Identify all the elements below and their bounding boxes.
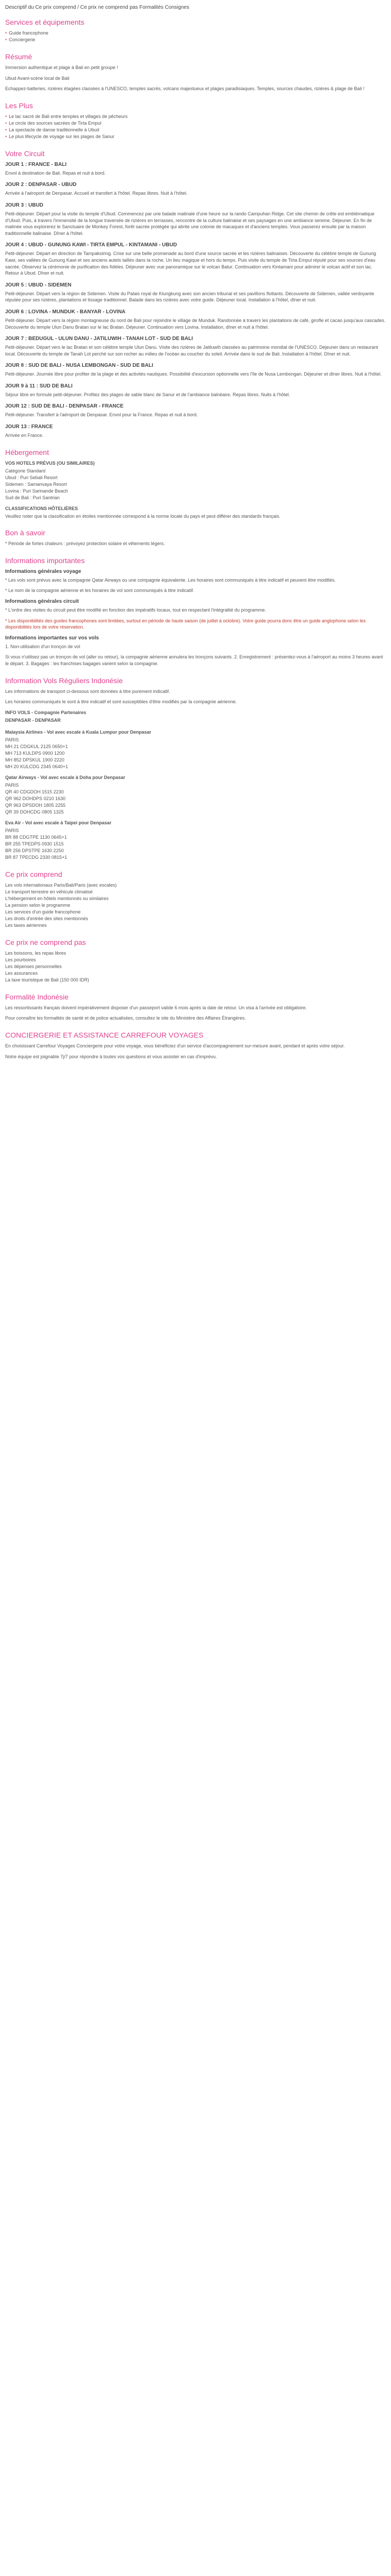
infos-text: 1. Non-utilisation d'un tronçon de vol — [5, 643, 80, 649]
flight-line: BR 256 DPSTPE 1630 2250 — [5, 848, 64, 853]
formalites-title: Formalité Indonésie — [5, 992, 69, 1001]
list-item: Le transport terrestre en véhicule climatisé — [5, 889, 93, 894]
bullet-icon: • — [5, 37, 7, 42]
infos-title: Informations importantes — [5, 556, 85, 565]
list-item: Les dépenses personnelles — [5, 963, 62, 969]
flight-head: Eva Air - Vol avec escale à Taipei pour Denpasar — [5, 820, 111, 825]
day-block — [5, 403, 386, 418]
day-title: JOUR 12 : SUD DE BALI - DENPASAR - FRANCE — [5, 403, 124, 410]
infos-text: Si vous n'utilisez pas un tronçon de vol (aller ou retour), la compagnie aérienne annulera les tronçons suivants. 2. Enregistrement : présentez-vous à l'aéroport au moins 3 heures avant le départ. 3. Bagages : les franchises bagages varient selon la compagnie. — [5, 654, 383, 666]
day-block — [5, 335, 386, 357]
day-text: Petit-déjeuner. Départ vers le lac Bratan et son célèbre temple Ulun Danu. Visite des rizières de Jatiluwih classées au patrimoine mondial de l'UNESCO. Déjeuner dans un restaurant local. Découverte du temple de Tanah Lot perché sur son rocher au milieu de l'océan au coucher du soleil. Arrivée dans le sud de Bali. Installation à l'hôtel. Dîner et nuit. — [5, 345, 378, 357]
bullet-icon: • — [5, 133, 7, 139]
hebergement-title: Hébergement — [5, 448, 49, 456]
day-title: JOUR 2 : DENPASAR - UBUD — [5, 182, 77, 188]
day-title: JOUR 4 : UBUD - GUNUNG KAWI - TIRTA EMPUL - KINTAMANI - UBUD — [5, 242, 177, 248]
resume-title: Résumé — [5, 53, 32, 61]
concierge-title: CONCIERGERIE ET ASSISTANCE CARREFOUR VOYAGES — [5, 1030, 204, 1039]
infos-text: * L'ordre des visites du circuit peut être modifié en fonction des impératifs locaux, tout en respectant l'intégralité du programme. — [5, 607, 266, 613]
hotel-line: Sud de Bali : Puri Santrian — [5, 495, 60, 500]
resume-paragraph: Ubud Avant-scène local de Bali — [5, 75, 70, 81]
flight-line: QR 962 DOHDPS 0210 1630 — [5, 795, 66, 801]
list-item: • Le plus lifecycle de voyage sur les plages de Sanur — [5, 133, 115, 139]
prix-comprend-title: Ce prix comprend — [5, 870, 62, 878]
vols-text: Les informations de transport ci-dessous sont données à titre purement indicatif. — [5, 688, 170, 694]
list-item: La pension selon le programme — [5, 902, 71, 908]
hebergement-section — [5, 448, 386, 520]
day-block — [5, 202, 386, 236]
intro-text: Descriptif du Ce prix comprend / Ce prix ne comprend pas Formalités Consignes — [5, 5, 189, 10]
day-text: Petit-déjeuner. Journée libre pour profiter de la plage et des activités nautiques. Possibilité d'excursion optionnelle vers l'île de Nusa Lembongan. Déjeuner et dîner libres. Nuit à l'hôtel. — [5, 371, 382, 377]
plus-section — [5, 101, 386, 140]
prix-comprend-section — [5, 870, 386, 929]
list-item: Les droits d'entrée des sites mentionnés — [5, 916, 88, 921]
flight-line: PARIS — [5, 827, 19, 833]
day-block — [5, 242, 386, 276]
day-text: Petit-déjeuner. Départ vers la région de Sidemen. Visite du Palais royal de Klungkung avec son ancien tribunal et ses pavillons flottants. Découverte de Sidemen, vallée verdoyante réputée pour ses rizières, plantations et tissage traditionnel. Balade dans les rizières avec votre guide. Déjeuner local. Installation à l'hôtel, dîner et nuit. — [5, 291, 374, 303]
vols-text: Les horaires communiqués le sont à titre indicatif et sont susceptibles d'être modifiés par la compagnie aérienne. — [5, 699, 237, 705]
day-text: Petit-déjeuner. Départ pour la visite du temple d'Ubud. Commencez par une balade matinale d'une heure sur la rando Campuhan Ridge. Cet site chemin de crête est emblématique d'Ubud. Puis, à travers l'immensité de la longue traversée de rizières en terrasses, rencontre de la culture balinaise et ses paysages en une ambiance sereine. Déjeuner. En fin de matinée vous explorerez le Sanctuaire de Monkey Forest, forêt sacrée protégée qui abrite une colonie de macaques et d'anciens temples. Vous passerez ensuite par la maison traditionnelle balinaise. Dîner à l'hôtel. — [5, 211, 374, 236]
services-section — [5, 18, 386, 43]
flight-line: QR 963 DPSDOH 1805 2255 — [5, 802, 66, 808]
infos-section — [5, 556, 386, 667]
hotels-heading: VOS HOTELS PRÉVUS (OU SIMILAIRES) — [5, 460, 95, 466]
day-text: Arrivée à l'aéroport de Denpasar. Accueil et transfert à l'hôtel. Repas libres. Nuit à l'hôtel. — [5, 191, 188, 196]
flight-block — [5, 774, 386, 816]
list-item: La taxe touristique de Bali (150 000 IDR) — [5, 977, 89, 982]
list-item: Les taxes aériennes — [5, 922, 47, 928]
list-item: Les services d'un guide francophone — [5, 909, 81, 914]
flight-line: QR 39 DOHCDG 0805 1325 — [5, 809, 64, 815]
bullet-icon: • — [5, 120, 7, 126]
vols-dep: DENPASAR - DENPASAR — [5, 717, 61, 723]
flight-line: MH 852 DPSKUL 1900 2220 — [5, 757, 64, 762]
day-block — [5, 181, 386, 197]
resume-paragraph: Echappez-batteries, rizières étagées classées à l'UNESCO, temples sacrés, volcans majestueux et plages paradisiaques. Temples, sources chaudes, rizières & plage de Bali ! — [5, 86, 365, 92]
day-block — [5, 282, 386, 303]
flight-head: Qatar Airways - Vol avec escale à Doha pour Denpasar — [5, 774, 125, 780]
bullet-icon: • — [5, 127, 7, 132]
concierge-text: En choisissant Carrefour Voyages Conciergerie pour votre voyage, vous bénéficiez d'un service d'accompagnement sur-mesure avant, pendant et après votre séjour. — [5, 1043, 345, 1048]
formalites-text: Pour connaître les formalités de santé et de police actualisées, consultez le site du Ministère des Affaires Étrangères. — [5, 1015, 246, 1021]
infos-text: * Le nom de la compagnie aérienne et les horaires de vol sont communiqués à titre indicatif. — [5, 588, 194, 594]
infos-text: * Les disponibilités des guides francophones sont limitées, surtout en période de haute saison (de juillet à octobre). Votre guide pourra donc être un guide anglophone selon les disponibilités lors de votre réservation. — [5, 618, 366, 630]
day-text: Envol à destination de Bali. Repas et nuit à bord. — [5, 170, 106, 176]
day-block — [5, 161, 386, 177]
infos-sub: Informations importantes sur vos vols — [5, 635, 99, 641]
hotel-line: Ubud : Puri Sebali Resort — [5, 474, 58, 480]
list-item: Les boissons, les repas libres — [5, 950, 67, 956]
formalites-section — [5, 993, 386, 1022]
day-text: Arrivée en France. — [5, 433, 44, 438]
list-item: • Guide francophone — [5, 30, 48, 36]
list-item: • La spectacle de danse traditionnelle à Ubud — [5, 127, 100, 132]
list-item: • Le lac sacré de Bali entre temples et villages de pêcheurs — [5, 113, 128, 119]
hotel-line: Catégorie Standard — [5, 468, 46, 473]
circuit-section — [5, 149, 386, 439]
plus-title: Les Plus — [5, 101, 33, 110]
vols-title: Information Vols Réguliers Indonésie — [5, 676, 123, 685]
flight-line: MH 20 KULCDG 2345 0640+1 — [5, 764, 68, 769]
list-item: • Le circle des sources sacrées de Tirta Empul — [5, 120, 102, 126]
resume-section — [5, 53, 386, 92]
day-block — [5, 309, 386, 330]
bullet-icon: • — [5, 30, 7, 36]
day-block — [5, 383, 386, 398]
services-title: Services et équipements — [5, 18, 85, 26]
list-item: Les vols internationaux Paris/Bali/Paris (avec escales) — [5, 882, 117, 888]
aavoir-section — [5, 529, 386, 547]
circuit-title: Votre Circuit — [5, 149, 45, 158]
bullet-icon: • — [5, 113, 7, 119]
hotel-line: Lovina : Puri Sarinande Beach — [5, 488, 68, 494]
list-item: Les assurances — [5, 970, 38, 976]
vols-section — [5, 676, 386, 861]
classification-text: Veuillez noter que la classification en étoiles mentionnée correspond à la norme locale du pays et peut différer des standards français. — [5, 513, 281, 519]
vols-info: INFO VOLS - Compagnie Partenaires — [5, 709, 87, 715]
day-title: JOUR 1 : FRANCE - BALI — [5, 161, 67, 167]
resume-paragraph: Immersion authentique et plage à Bali en petit groupe ! — [5, 65, 118, 70]
day-title: JOUR 7 : BEDUGUL - ULUN DANU - JATILUWIH - TANAH LOT - SUD DE BALI — [5, 336, 193, 342]
day-text: Petit-déjeuner. Départ vers la région montagneuse du nord de Bali pour rejoindre le village de Munduk. Randonnée à travers les plantations de café, girofle et cacao jusqu'aux cascades. Découverte du temple Ulun Danu Bratan sur le lac Bratan. Déjeuner. Continuation vers Lovina. Installation, dîner et nuit à l'hôtel. — [5, 317, 386, 330]
flight-line: BR 255 TPEDPS 0930 1515 — [5, 841, 64, 846]
formalites-text: Les ressortissants français doivent impérativement disposer d'un passeport valide 6 mois après la date de retour. Un visa à l'arrivée est obligatoire. — [5, 1005, 307, 1010]
prix-non-comprend-title: Ce prix ne comprend pas — [5, 938, 86, 946]
flight-line: BR 87 TPECDG 2330 0815+1 — [5, 854, 68, 860]
day-title: JOUR 3 : UBUD — [5, 202, 43, 208]
flight-line: MH 21 CDGKUL 2125 0650+1 — [5, 743, 68, 749]
flight-block — [5, 820, 386, 861]
day-text: Petit-déjeuner. Départ en direction de Tampaksiring. Crise sur une belle promenade au bord d'une source sacrée et les rizières balinaises. Découverte du célèbre temple de Gunung Kawi, ses vallées de Gunung Kawi et ses anciens autels taillés dans la roche. Un lieu magique et hors du temps. Puis visite du temple de Tirta Empul réputé pour ses sources d'eau sacrée. Observez la cérémonie de purification des fidèles. Déjeuner avec vue panoramique sur le volcan Batur. Continuation vers Kintamani pour admirer le volcan actif et son lac. Retour à Ubud. Dîner et nuit. — [5, 251, 376, 276]
flight-head: Malaysia Airlines - Vol avec escale à Kuala Lumpur pour Denpasar — [5, 729, 152, 735]
day-title: JOUR 13 : FRANCE — [5, 424, 53, 430]
infos-sub: Informations générales voyage — [5, 568, 82, 574]
classification-heading: CLASSIFICATIONS HÔTELIÈRES — [5, 505, 78, 511]
concierge-section — [5, 1031, 386, 1060]
day-text: Petit-déjeuner. Transfert à l'aéroport de Denpasar. Envol pour la France. Repas et nuit à bord. — [5, 412, 198, 418]
day-title: JOUR 8 : SUD DE BALI - NUSA LEMBONGAN - SUD DE BALI — [5, 363, 153, 369]
prix-non-comprend-section — [5, 938, 386, 984]
hotel-line: Sidemen : Samanvaya Resort — [5, 481, 67, 487]
list-item: • Conciergerie — [5, 37, 36, 42]
day-title: JOUR 5 : UBUD - SIDEMEN — [5, 282, 72, 288]
day-title: JOUR 9 à 11 : SUD DE BALI — [5, 383, 73, 389]
aavoir-text: * Période de fortes chaleurs : prévoyez protection solaire et vêtements légers. — [5, 541, 165, 547]
flight-block — [5, 729, 386, 770]
infos-sub: Informations générales circuit — [5, 599, 79, 605]
flight-line: PARIS — [5, 782, 19, 788]
day-block — [5, 362, 386, 378]
concierge-text: Notre équipe est joignable 7j/7 pour répondre à toutes vos questions et vous assister en cas d'imprévu. — [5, 1054, 217, 1059]
flight-line: BR 88 CDGTPE 1130 0645+1 — [5, 834, 67, 840]
day-block — [5, 423, 386, 439]
flight-line: PARIS — [5, 737, 19, 742]
flight-line: MH 713 KULDPS 0900 1200 — [5, 750, 65, 756]
list-item: L'hébergement en hôtels mentionnés ou similaires — [5, 895, 109, 901]
day-title: JOUR 6 : LOVINA - MUNDUK - BANYAR - LOVINA — [5, 309, 126, 315]
flight-line: QR 40 CDGDOH 1515 2230 — [5, 789, 64, 794]
day-text: Séjour libre en formule petit-déjeuner. Profitez des plages de sable blanc de Sanur et de l'ambiance balnéaire. Repas libres. Nuits à l'hôtel. — [5, 392, 290, 397]
list-item: Les pourboires — [5, 957, 36, 962]
infos-text: * Les vols sont prévus avec la compagnie Qatar Airways ou une compagnie équivalente. Les horaires sont communiqués à titre indicatif et peuvent être modifiés. — [5, 577, 336, 583]
aavoir-title: Bon à savoir — [5, 529, 45, 537]
